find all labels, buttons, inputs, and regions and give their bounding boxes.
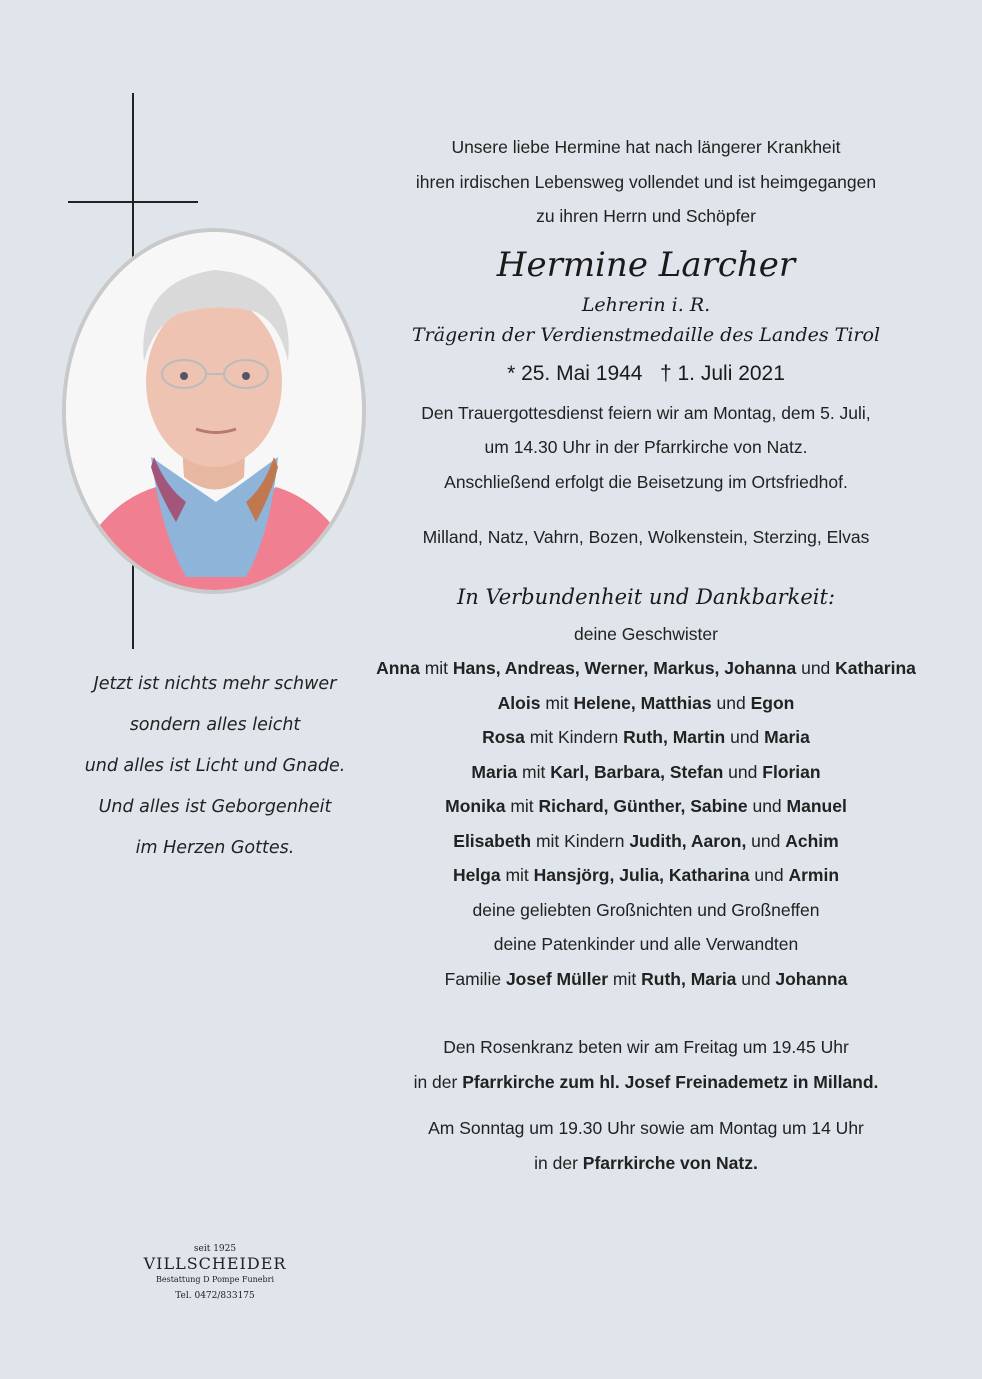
mourner-line-segment: und <box>749 865 789 885</box>
mourner-line-segment: Anna <box>376 658 420 678</box>
service-line: um 14.30 Uhr in der Pfarrkirche von Natz. <box>484 437 808 457</box>
mourner-line-segment: Familie <box>444 968 506 989</box>
mourner-line-segment: Alois <box>497 692 541 713</box>
mourner-line-segment: mit Kindern <box>524 727 624 747</box>
mourner-line-segment: mit Kindern <box>531 830 630 851</box>
mourner-line-segment: mit <box>540 692 574 713</box>
mourners-list <box>370 617 922 997</box>
rosary-line <box>370 1065 922 1100</box>
mourner-line-segment: mit <box>500 865 534 885</box>
verse <box>60 672 370 877</box>
mourner-line-segment: Helga <box>452 865 501 885</box>
mourner-line-segment: Hans, Andreas, Werner, Markus, Johanna <box>452 658 797 678</box>
mourner-line <box>370 720 922 755</box>
mourner-line-segment: Armin <box>788 865 840 885</box>
mourner-line-segment: und <box>725 727 765 747</box>
rosary-info-2 <box>370 1111 922 1180</box>
mourner-line-segment: Maria <box>471 761 518 782</box>
mourner-line-segment: Helene, Matthias <box>573 692 712 713</box>
mourner-line <box>370 789 922 824</box>
life-dates: * 25. Mai 1944 † 1. Juli 2021 <box>507 361 785 385</box>
rosary-line-segment: in der <box>413 1071 463 1092</box>
mourner-line-segment: Richard, Günther, Sabine <box>538 796 748 816</box>
mourner-line <box>370 824 922 859</box>
mourner-line-segment: Monika <box>445 796 506 816</box>
mourner-line-segment: deine Geschwister <box>574 623 718 644</box>
rosary-line-segment: Pfarrkirche von Natz. <box>582 1152 758 1173</box>
mourner-line-segment: und <box>723 761 763 782</box>
mourner-line-segment: Florian <box>762 761 821 782</box>
intro-line: Unsere liebe Hermine hat nach längerer Krankheit <box>451 137 841 157</box>
mourner-line-segment: Johanna <box>775 968 848 989</box>
mourner-line-segment: und <box>746 830 786 851</box>
mourner-line-segment: Judith, Aaron, <box>629 830 747 851</box>
mourner-line-segment: mit <box>419 658 453 678</box>
deceased-name: Hermine Larcher <box>496 244 796 285</box>
mourner-line-segment: und <box>711 692 751 713</box>
rosary-info <box>370 1030 922 1099</box>
verse-line: Jetzt ist nichts mehr schwer <box>93 674 337 694</box>
logo-subtitle: Bestattung D Pompe Funebri <box>155 1275 274 1284</box>
mourner-line-segment: Achim <box>785 830 839 851</box>
mourner-line-segment: Ruth, Maria <box>641 968 737 989</box>
rosary-line-segment: Den Rosenkranz beten wir am Freitag um 19.45 Uhr <box>443 1037 849 1057</box>
places-line: Milland, Natz, Vahrn, Bozen, Wolkenstein, Sterzing, Elvas <box>422 527 870 547</box>
funeral-home-logo <box>140 1244 290 1306</box>
rosary-line-segment: Pfarrkirche zum hl. Josef Freinademetz in Milland. <box>462 1071 879 1092</box>
portrait-photo <box>66 232 362 590</box>
mourner-line-segment: Egon <box>750 692 795 713</box>
logo-since: seit 1925 <box>193 1244 237 1254</box>
verse-line: und alles ist Licht und Gnade. <box>84 756 346 776</box>
logo-phone: Tel. 0472/833175 <box>175 1291 255 1301</box>
verse-line: Und alles ist Geborgenheit <box>98 797 332 817</box>
main-text <box>370 130 922 1180</box>
mourner-line-segment: Manuel <box>786 796 847 816</box>
rosary-line-segment: Am Sonntag um 19.30 Uhr sowie am Montag um 14 Uhr <box>428 1118 864 1138</box>
mourner-line <box>370 927 922 962</box>
mourner-line <box>370 651 922 686</box>
mourner-line-segment: Katharina <box>835 658 916 678</box>
mourner-line <box>370 755 922 790</box>
mourner-line <box>370 686 922 721</box>
intro-line: ihren irdischen Lebensweg vollendet und ist heimgegangen <box>415 171 877 192</box>
mourner-line-segment: Rosa <box>482 727 525 747</box>
mourner-line <box>370 617 922 652</box>
mourner-line <box>370 858 922 893</box>
mourner-line-segment: Hansjörg, Julia, Katharina <box>533 865 750 885</box>
mourner-line-segment: mit <box>505 796 539 816</box>
mourner-line-segment: Karl, Barbara, Stefan <box>550 761 724 782</box>
deceased-title: Lehrerin i. R. <box>581 293 711 316</box>
mourner-line-segment: mit <box>608 968 642 989</box>
rosary-line <box>370 1146 922 1181</box>
rosary-line-segment: in der <box>534 1152 583 1173</box>
rosary-line <box>370 1030 922 1065</box>
mourner-line <box>370 893 922 928</box>
mourner-line-segment: und <box>796 658 836 678</box>
verse-line: sondern alles leicht <box>129 715 301 735</box>
mourner-line-segment: und <box>747 796 787 816</box>
mourners-heading: In Verbundenheit und Dankbarkeit: <box>456 584 836 609</box>
mourner-line-segment: mit <box>517 761 551 782</box>
rosary-line <box>370 1111 922 1146</box>
deceased-honor: Trägerin der Verdienstmedaille des Landes Tirol <box>411 323 881 346</box>
mourner-line-segment: Ruth, Martin <box>623 727 726 747</box>
cross-horizontal-bar <box>68 201 198 203</box>
intro-line: zu ihren Herrn und Schöpfer <box>536 206 756 226</box>
portrait-frame <box>62 228 366 594</box>
mourner-line-segment: und <box>736 968 776 989</box>
mourner-line-segment: deine geliebten Großnichten und Großneffen <box>472 899 820 920</box>
mourner-line-segment: deine Patenkinder und alle Verwandten <box>493 934 799 954</box>
verse-line: im Herzen Gottes. <box>135 838 295 858</box>
mourner-line-segment: Maria <box>764 727 810 747</box>
service-line: Den Trauergottesdienst feiern wir am Montag, dem 5. Juli, <box>421 402 871 423</box>
service-line: Anschließend erfolgt die Beisetzung im Ortsfriedhof. <box>444 471 848 492</box>
mourner-line-segment: Elisabeth <box>453 830 532 851</box>
logo-name: VILLSCHEIDER <box>143 1254 287 1273</box>
mourner-line <box>370 962 922 997</box>
mourner-line-segment: Josef Müller <box>505 968 609 989</box>
